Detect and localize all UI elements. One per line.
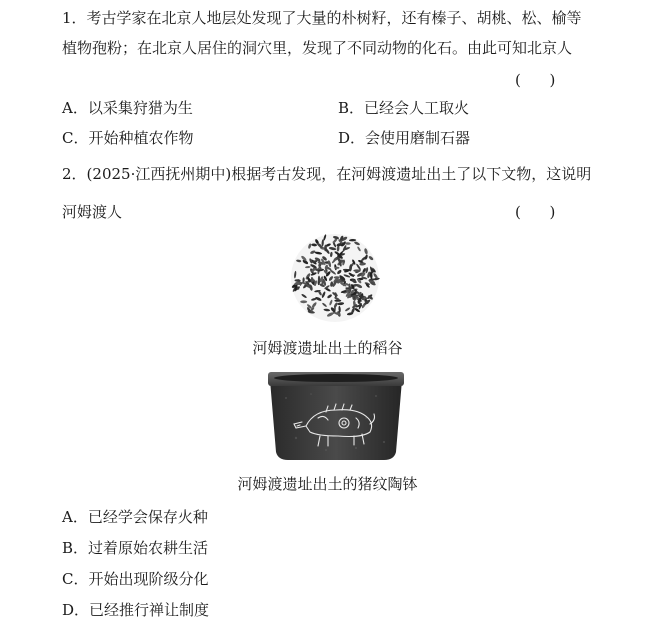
q1-option-a: A．以采集狩猎为生 xyxy=(62,99,193,117)
rice-grains-image xyxy=(288,228,383,328)
q1-stem-line2: 植物孢粉；在北京人居住的洞穴里，发现了不同动物的化石。由此可知北京人 xyxy=(62,39,573,57)
figure2-caption: 河姆渡遗址出土的猪纹陶钵 xyxy=(237,475,418,493)
q2-option-b: B．过着原始农耕生活 xyxy=(62,539,209,557)
q2-stem-rest: 根据考古发现，在河姆渡遗址出土了以下文物，这说明 xyxy=(231,165,592,183)
q1-answer-paren: ( ) xyxy=(515,71,556,89)
q2-number: 2． xyxy=(62,165,87,183)
q2-option-d: D．已经推行禅让制度 xyxy=(62,601,210,619)
q1-option-d: D．会使用磨制石器 xyxy=(338,129,471,147)
q2-stem-line2: 河姆渡人 xyxy=(62,203,123,221)
figure1-caption: 河姆渡遗址出土的稻谷 xyxy=(252,339,403,357)
q2-source: (2025·江西抚州期中) xyxy=(86,165,232,183)
q2-option-c: C．开始出现阶级分化 xyxy=(62,570,209,588)
q2-option-a: A．已经学会保存火种 xyxy=(62,508,208,526)
q1-option-b: B．已经会人工取火 xyxy=(338,99,470,117)
q1-stem-line1: 1．考古学家在北京人地层处发现了大量的朴树籽，还有榛子、胡桃、松、榆等 xyxy=(62,9,582,27)
pig-pattern-pottery-bowl-image xyxy=(266,368,406,464)
q2-answer-paren: ( ) xyxy=(515,203,556,221)
q2-stem-line1 xyxy=(62,164,591,184)
q1-option-c: C．开始种植农作物 xyxy=(62,129,194,147)
